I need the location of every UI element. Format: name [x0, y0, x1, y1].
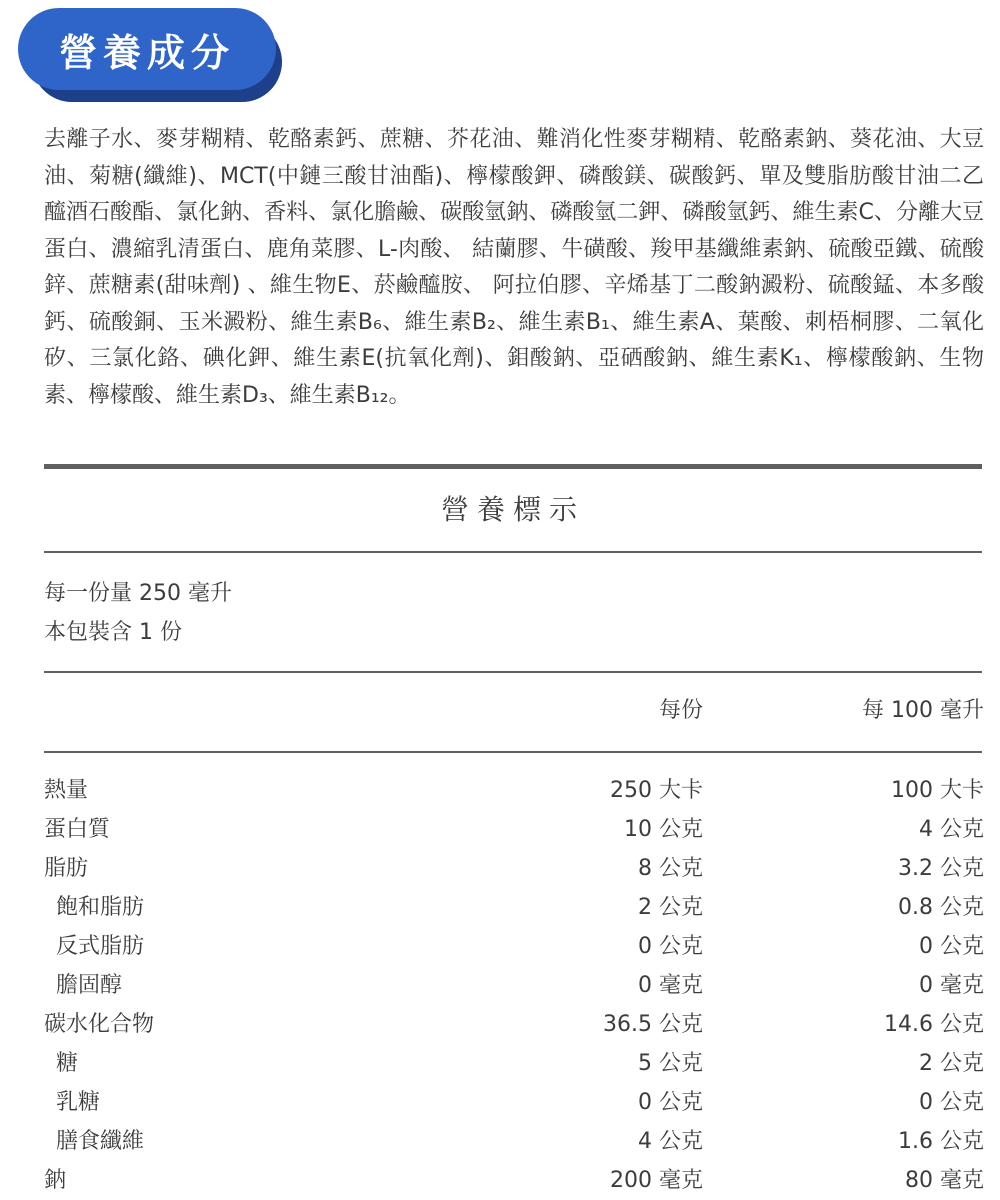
- per-serving-value: 2 公克: [638, 895, 703, 920]
- column-header-per-100ml: 每 100 毫升: [862, 698, 984, 723]
- table-row: [44, 1161, 984, 1200]
- table-row: [44, 966, 984, 1005]
- per-serving-value: 0 公克: [638, 1090, 703, 1115]
- per-serving-value: 5 公克: [638, 1051, 703, 1076]
- per-100ml-value: 0 毫克: [919, 973, 984, 998]
- per-100ml-value: 4 公克: [919, 817, 984, 842]
- nutrition-label-title: 營養標示: [440, 493, 585, 526]
- column-header-per-serving: 每份: [658, 698, 703, 723]
- table-row: [44, 771, 984, 810]
- divider-line: [44, 551, 982, 553]
- table-row: [44, 1122, 984, 1161]
- nutrient-name: 鈉: [44, 1168, 67, 1193]
- table-row: [44, 927, 984, 966]
- per-serving-value: 200 毫克: [610, 1168, 703, 1193]
- per-serving-value: 0 公克: [638, 934, 703, 959]
- table-row: [44, 888, 984, 927]
- per-100ml-value: 1.6 公克: [898, 1129, 984, 1154]
- per-100ml-value: 0.8 公克: [898, 895, 984, 920]
- per-serving-value: 250 大卡: [610, 778, 703, 803]
- nutrient-name: 蛋白質: [44, 817, 111, 842]
- serving-info: [44, 574, 232, 652]
- nutrient-name: 飽和脂肪: [56, 895, 145, 920]
- per-serving-value: 10 公克: [624, 817, 703, 842]
- per-serving-value: 0 毫克: [638, 973, 703, 998]
- table-row: [44, 1044, 984, 1083]
- nutrient-name: 膽固醇: [56, 973, 123, 998]
- per-serving-value: 36.5 公克: [603, 1012, 703, 1037]
- servings-per-pack: 本包裝含 1 份: [44, 620, 182, 645]
- per-100ml-value: 0 公克: [919, 934, 984, 959]
- nutrient-name: 乳糖: [56, 1090, 101, 1115]
- divider-line: [44, 671, 982, 673]
- table-row: [44, 1083, 984, 1122]
- nutrient-name: 膳食纖維: [56, 1129, 145, 1154]
- nutrient-name: 熱量: [44, 778, 89, 803]
- nutrient-name: 碳水化合物: [44, 1012, 155, 1037]
- nutrition-table: [44, 771, 984, 1200]
- nutrient-name: 反式脂肪: [56, 934, 145, 959]
- per-100ml-value: 80 毫克: [905, 1168, 984, 1193]
- per-100ml-value: 3.2 公克: [898, 856, 984, 881]
- ingredients-list: 去離子水、麥芽糊精、乾酪素鈣、蔗糖、芥花油、難消化性麥芽糊精、乾酪素鈉、葵花油、大豆油、菊糖(纖維)、MCT(中鏈三酸甘油酯)、檸檬酸鉀、磷酸鎂、碳酸鈣、單及雙脂肪酸甘油二乙醯酒石酸酯、氯化鈉、香料、氯化膽鹼、碳酸氫鈉、磷酸氫二鉀、磷酸氫鈣、維生素C、分離大豆蛋白、濃縮乳清蛋白、鹿角菜膠、L-肉酸、 結蘭膠、牛磺酸、羧甲基纖維素鈉、硫酸亞鐵、硫酸鋅、蔗糖素(甜味劑) 、維生物E、菸鹼醯胺、 阿拉伯膠、辛烯基丁二酸鈉澱粉、硫酸錳、本多酸鈣、硫酸銅、玉米澱粉、維生素B₆、維生素B₂、維生素B₁、維生素A、葉酸、刺梧桐膠、二氧化矽、三氯化鉻、碘化鉀、維生素E(抗氧化劑)、鉬酸鈉、亞硒酸鈉、維生素K₁、檸檬酸鈉、生物素、檸檬酸、維生素D₃、維生素B₁₂。: [44, 127, 984, 408]
- section-badge: [18, 8, 284, 104]
- table-row: [44, 1005, 984, 1044]
- per-100ml-value: 0 公克: [919, 1090, 984, 1115]
- per-serving-value: 8 公克: [638, 856, 703, 881]
- table-row: [44, 849, 984, 888]
- per-serving-value: 4 公克: [638, 1129, 703, 1154]
- per-100ml-value: 2 公克: [919, 1051, 984, 1076]
- nutrient-name: 糖: [56, 1051, 79, 1076]
- section-divider: [44, 464, 982, 469]
- divider-line: [44, 751, 982, 753]
- serving-size: 每一份量 250 毫升: [44, 581, 232, 606]
- section-title: 營養成分: [18, 8, 276, 90]
- per-100ml-value: 100 大卡: [891, 778, 984, 803]
- per-100ml-value: 14.6 公克: [884, 1012, 984, 1037]
- nutrient-name: 脂肪: [44, 856, 89, 881]
- table-row: [44, 810, 984, 849]
